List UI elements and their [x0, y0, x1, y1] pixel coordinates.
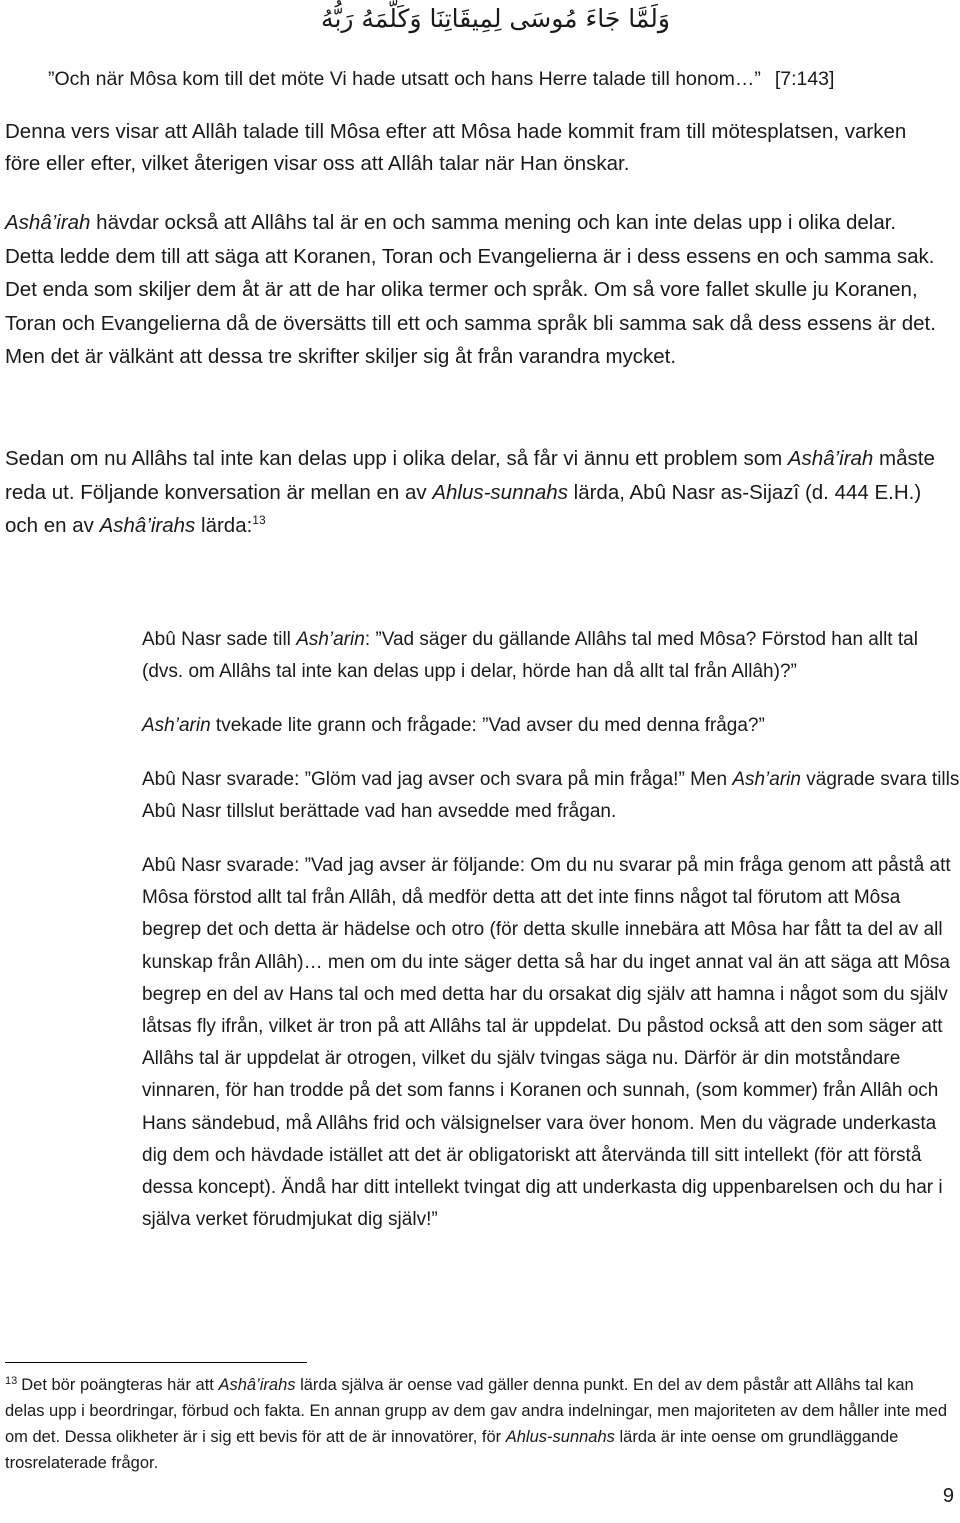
- dialogue-4: Abû Nasr svarade: ”Vad jag avser är följande: Om du nu svarar på min fråga genom att påstå att Môsa förstod allt tal från Allâh, då medför detta att det inte finns något tal förutom att Môsa begrep det och detta är hädelse och otro (för detta skulle innebära att Môsa har fått ta del av all kunskap från Allâh)… men om du inte säger detta så har du inget annat val än att säga att Môsa begrep en del av Hans tal och med detta har du orsakat dig själv att hamna i något som du själv låtsas fly ifrån, vilket är tron på att Allâhs tal är uppdelat. Du påstod också att den som säger att Allâhs tal är uppdelat är otrogen, vilket du själv tvingas säga nu. Därför är din motståndare vinnaren, för han trodde på det som fanns i Koranen och sunnah, (som kommer) från Allâh och Hans sändebud, må Allâhs frid och välsignelser vara över honom. Men du vägrade underkasta dig dem och hävdade istället att det är obligatoriskt att återvända till sitt intellekt (för att förstå dessa koncept). Ändå har ditt intellekt tvingat dig att underkasta dig uppenbarelsen och du har i själva verket förudmjukat dig själv!”: [142, 855, 951, 1231]
- term-ashairahs: Ashâ’irahs: [218, 1376, 296, 1394]
- term-ahlus-sunnahs: Ahlus-sunnahs: [432, 480, 568, 504]
- dialogue-2: [142, 710, 960, 742]
- dialogue-3-text-b: vägrade svara tills Abû Nasr tillslut berättade vad han avsedde med frågan.: [142, 769, 960, 823]
- term-ashairahs: Ashâ’irahs: [99, 514, 196, 537]
- dialogue-1: [142, 624, 960, 688]
- term-ahlus-sunnahs: Ahlus-sunnahs: [505, 1428, 615, 1446]
- paragraph-3-text-a: Sedan om nu Allâhs tal inte kan delas upp i olika delar, så får vi ännu ett problem som: [5, 447, 788, 470]
- footnote-text-b: lärda själva är oense vad gäller denna punkt. En del av dem påstår att Allâhs tal kan delas upp i beordringar, förbud och fakta. En annan grupp av dem gav andra indelningar, men majoriteten av dem håller inte med om det. Dessa olikheter är i sig ett bevis för att de är innovatörer, för: [5, 1376, 948, 1446]
- dialogue-2-text: tvekade lite grann och frågade: ”Vad avser du med denna fråga?”: [210, 715, 765, 736]
- dialogue-3: [142, 764, 960, 828]
- verse-translation-text: ”Och när Môsa kom till det möte Vi hade utsatt och hans Herre talade till honom…”: [48, 68, 761, 90]
- footnote-separator: [5, 1362, 307, 1363]
- term-ashairah: Ashâ’irah: [5, 211, 91, 234]
- name-asharin: Ash’arin: [732, 769, 801, 790]
- footnote-reference[interactable]: 13: [252, 513, 266, 528]
- paragraph-3-text-b: måste reda ut. Följande konversation är mellan en av: [5, 447, 935, 504]
- name-asharin: Ash’arin: [296, 629, 365, 650]
- dialogue-1-text-b: : ”Vad säger du gällande Allâhs tal med Môsa? Förstod han allt tal (dvs. om Allâhs tal inte kan delas upp i delar, hörde han då allt tal från Allâh)?”: [142, 629, 918, 683]
- footnote-text-c: lärda är inte oense om grundläggande trosrelaterade frågor.: [5, 1428, 899, 1472]
- dialogue-1-text-a: Abû Nasr sade till: [142, 629, 297, 650]
- paragraph-1: Denna vers visar att Allâh talade till Môsa efter att Môsa hade kommit fram till mötesplatsen, varken före eller efter, vilket återigen visar oss att Allâh talar när Han önskar.: [5, 120, 907, 175]
- paragraph-3-text-d: lärda:: [195, 514, 253, 537]
- paragraph-2-text: hävdar också att Allâhs tal är en och samma mening och kan inte delas upp i olika delar. Detta ledde dem till att säga att Koranen, Toran och Evangelierna är i dess essens en och samma sak. Det enda som skiljer dem åt är att de har olika termer och språk. Om så vore fallet skulle ju Koranen, Toran och Evangelierna då de översätts till ett och samma språk bli samma sak då dess essens är det. Men det är välkänt att dessa tre skrifter skiljer sig åt från varandra mycket.: [5, 211, 936, 368]
- paragraph-3: [5, 442, 945, 543]
- verse-reference: [7:143]: [774, 68, 835, 90]
- page-number: 9: [942, 1485, 954, 1507]
- footnote-text-a: Det bör poängteras här att: [21, 1376, 219, 1394]
- paragraph-2: [5, 206, 945, 374]
- paragraph-3-text-c: lärda, Abû Nasr as-Sijazî (d. 444 E.H.) och en av: [5, 480, 922, 537]
- footnote-13: [5, 1372, 950, 1476]
- footnote-number: 13: [5, 1374, 18, 1387]
- dialogue-3-text-a: Abû Nasr svarade: ”Glöm vad jag avser och svara på min fråga!” Men: [142, 769, 733, 790]
- term-ashairah: Ashâ’irah: [787, 447, 874, 470]
- name-asharin: Ash’arin: [142, 715, 211, 736]
- verse-translation: [48, 64, 928, 94]
- arabic-verse: وَلَمَّا جَاءَ مُوسَى لِمِيقَاتِنَا وَكَلَّمَهُ رَبُّهُ: [321, 4, 670, 33]
